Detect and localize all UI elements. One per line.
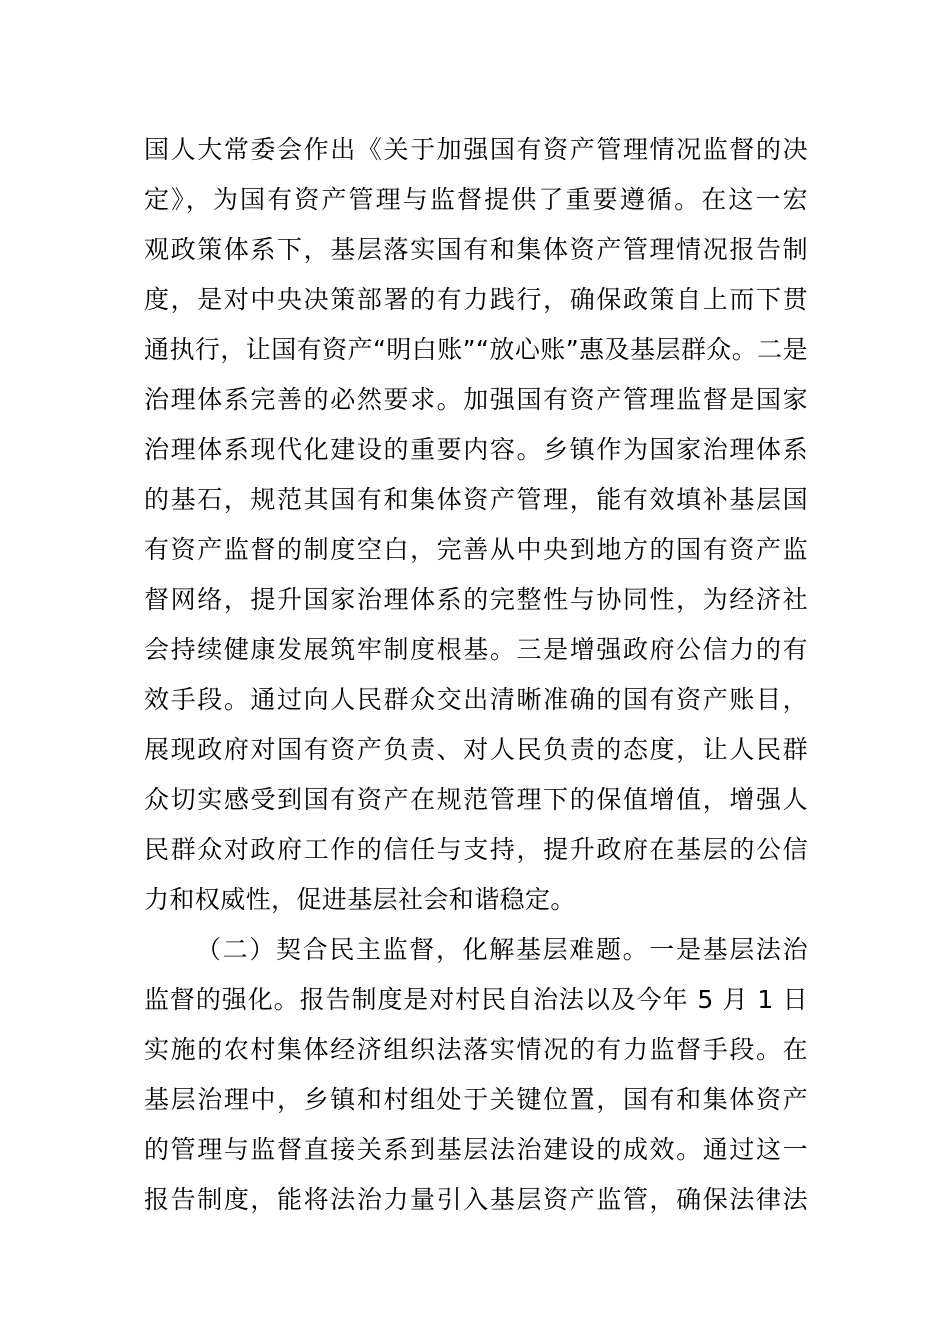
text-line: 报告制度，能将法治力量引入基层资产监管，确保法律法 (144, 1185, 808, 1214)
section-heading-line: （二）契合民主监督，化解基层难题。一是基层法治 (196, 935, 808, 964)
text-line: 治理体系现代化建设的重要内容。乡镇作为国家治理体系 (144, 435, 808, 464)
text-line: 督网络，提升国家治理体系的完整性与协同性，为经济社 (144, 585, 808, 614)
text-line: 众切实感受到国有资产在规范管理下的保值增值，增强人 (144, 785, 808, 814)
text-line: 力和权威性，促进基层社会和谐稳定。 (144, 885, 576, 914)
text-line: 实施的农村集体经济组织法落实情况的有力监督手段。在 (144, 1035, 808, 1064)
text-line: 民群众对政府工作的信任与支持，提升政府在基层的公信 (144, 835, 808, 864)
text-line: 监督的强化。报告制度是对村民自治法以及今年 5 月 1 日 (144, 985, 808, 1014)
text-line: 国人大常委会作出《关于加强国有资产管理情况监督的决 (144, 135, 808, 164)
text-line: 度，是对中央决策部署的有力践行，确保政策自上而下贯 (144, 285, 808, 314)
text-line: 基层治理中，乡镇和村组处于关键位置，国有和集体资产 (144, 1085, 808, 1114)
text-line: 展现政府对国有资产负责、对人民负责的态度，让人民群 (144, 735, 808, 764)
text-line: 治理体系完善的必然要求。加强国有资产管理监督是国家 (144, 385, 808, 414)
text-line: 会持续健康发展筑牢制度根基。三是增强政府公信力的有 (144, 635, 808, 664)
text-line: 定》，为国有资产管理与监督提供了重要遵循。在这一宏 (144, 185, 808, 214)
text-line: 观政策体系下，基层落实国有和集体资产管理情况报告制 (144, 235, 808, 264)
text-line: 有资产监督的制度空白，完善从中央到地方的国有资产监 (144, 535, 808, 564)
text-line: 效手段。通过向人民群众交出清晰准确的国有资产账目， (144, 685, 808, 714)
text-line: 通执行，让国有资产“明白账”“放心账”惠及基层群众。二是 (144, 335, 808, 364)
text-line: 的基石，规范其国有和集体资产管理，能有效填补基层国 (144, 485, 808, 514)
text-line: 的管理与监督直接关系到基层法治建设的成效。通过这一 (144, 1135, 808, 1164)
